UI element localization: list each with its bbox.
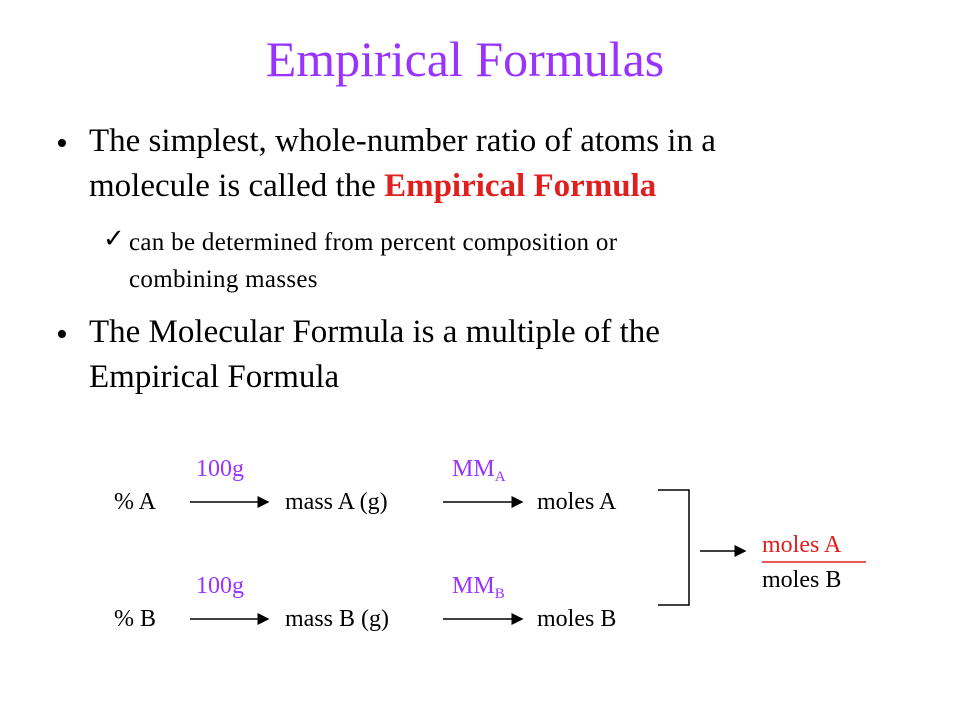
bullet-marker: • xyxy=(56,316,68,353)
mass-b: mass B (g) xyxy=(285,606,389,632)
molar-mass-a-subscript: A xyxy=(494,469,506,485)
bullet-marker: • xyxy=(56,125,68,162)
percent-b: % B xyxy=(114,606,156,632)
step-label-100g-b: 100g xyxy=(196,573,244,599)
sub-bullet-line2: combining masses xyxy=(129,266,318,293)
molar-mass-b-subscript: B xyxy=(494,586,505,602)
bracket-connector xyxy=(658,490,689,605)
step-label-molar-mass-b xyxy=(452,574,505,602)
bullet1-line2-text: molecule is called the xyxy=(89,168,385,204)
ratio-denominator: moles B xyxy=(762,567,842,593)
checkmark-icon: ✓ xyxy=(103,224,125,253)
molar-mass-a-label: MM xyxy=(452,456,495,482)
percent-a: % A xyxy=(114,489,156,515)
sub-bullet-line1: can be determined from percent composition or xyxy=(129,229,618,256)
slide-title: Empirical Formulas xyxy=(265,31,665,87)
ratio-numerator: moles A xyxy=(762,532,842,558)
mass-a: mass A (g) xyxy=(285,489,388,515)
moles-a: moles A xyxy=(537,489,617,515)
moles-b: moles B xyxy=(537,606,617,632)
step-label-100g-a: 100g xyxy=(196,456,244,482)
bullet2-line2: Empirical Formula xyxy=(89,359,340,395)
step-label-molar-mass-a xyxy=(452,457,506,485)
empirical-formula-emphasis: Empirical Formula xyxy=(384,168,657,204)
bullet1-line1: The simplest, whole-number ratio of atoms in a xyxy=(89,123,716,159)
molar-mass-b-label: MM xyxy=(452,573,495,599)
bullet2-line1: The Molecular Formula is a multiple of the xyxy=(89,314,660,350)
